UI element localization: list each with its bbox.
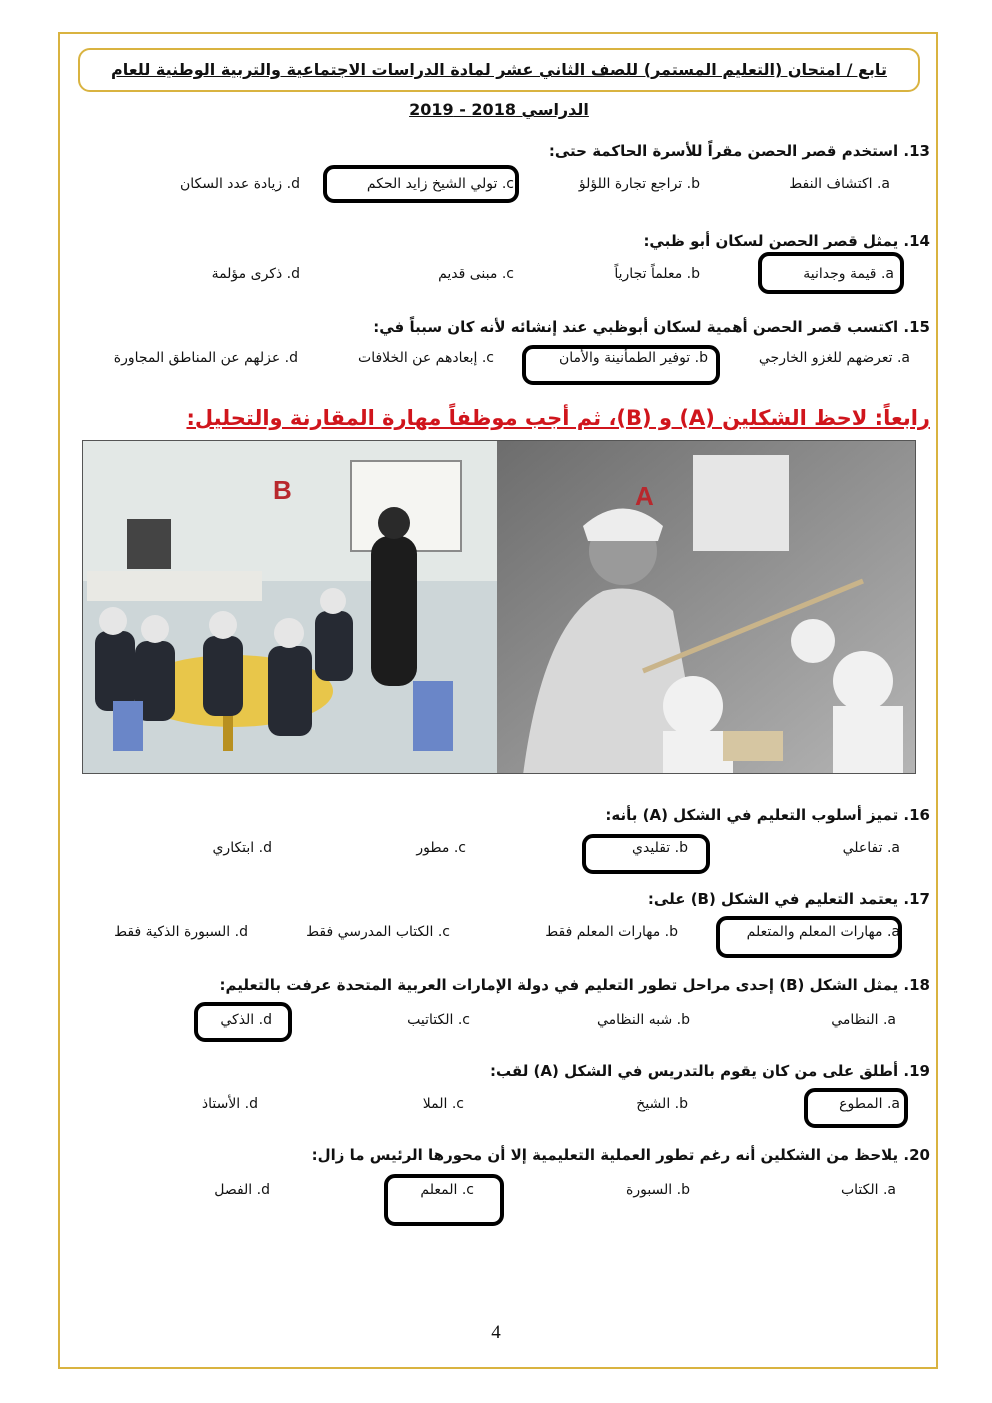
- figure-b-label: B: [273, 475, 292, 505]
- option-13c[interactable]: c. تولي الشيخ زايد الحكم: [366, 176, 514, 192]
- answer-circle-19: [804, 1088, 908, 1128]
- option-19d[interactable]: d. الأستاذ: [201, 1096, 258, 1112]
- option-20c[interactable]: c. المعلم: [420, 1182, 474, 1198]
- answer-circle-16: [582, 834, 710, 874]
- answer-circle-18: [194, 1002, 292, 1042]
- section-4-heading: رابعاً: لاحظ الشكلين (A) و (B)، ثم أجب موظفاً مهارة المقارنة والتحليل:: [186, 406, 930, 430]
- answer-circle-15: [522, 345, 720, 385]
- option-17a[interactable]: a. مهارات المعلم والمتعلم: [746, 924, 900, 940]
- question-16: 16. تميز أسلوب التعليم في الشكل (A) بأنه:: [605, 806, 930, 824]
- option-15c[interactable]: c. إبعادهم عن الخلافات: [358, 350, 494, 366]
- option-18d[interactable]: d. الذكي: [220, 1012, 272, 1028]
- question-15: 15. اكتسب قصر الحصن أهمية لسكان أبوظبي عند إنشائه لأنه كان سبباً في:: [373, 318, 930, 336]
- option-18c[interactable]: c. الكتاتيب: [407, 1012, 470, 1028]
- option-14a[interactable]: a. قيمة وجدانية: [803, 266, 894, 282]
- teacher: [371, 536, 417, 686]
- option-17b[interactable]: b. مهارات المعلم فقط: [545, 924, 678, 940]
- blank-box: [693, 455, 789, 551]
- option-17d[interactable]: d. السبورة الذكية فقط: [114, 924, 248, 940]
- option-19a[interactable]: a. المطوع: [839, 1096, 900, 1112]
- option-15d[interactable]: d. عزلهم عن المناطق المجاورة: [113, 350, 298, 366]
- option-13a[interactable]: a. اكتشاف النفط: [789, 176, 890, 192]
- option-19b[interactable]: b. الشيخ: [636, 1096, 688, 1112]
- answer-circle-14: [758, 252, 904, 294]
- option-16b[interactable]: b. تقليدي: [632, 840, 688, 856]
- figure-a-label: A: [635, 481, 654, 511]
- option-14c[interactable]: c. مبنى قديم: [438, 266, 514, 282]
- option-14b[interactable]: b. معلماً تجارياً: [614, 266, 700, 282]
- question-17: 17. يعتمد التعليم في الشكل (B) على:: [647, 890, 930, 908]
- option-20d[interactable]: d. الفصل: [214, 1182, 270, 1198]
- page-number: 4: [491, 1322, 501, 1343]
- option-16c[interactable]: c. مطور: [416, 840, 466, 856]
- option-16d[interactable]: d. ابتكاري: [212, 840, 272, 856]
- option-20a[interactable]: a. الكتاب: [840, 1182, 896, 1198]
- answer-circle-20: [384, 1174, 504, 1226]
- option-20b[interactable]: b. السبورة: [626, 1182, 690, 1198]
- classroom-photos: [83, 441, 916, 774]
- option-18b[interactable]: b. شبه النظامي: [596, 1012, 690, 1028]
- option-15b[interactable]: b. توفير الطمأنينة والأمان: [559, 350, 708, 366]
- answer-circle-17: [716, 916, 902, 958]
- question-18: 18. يمثل الشكل (B) إحدى مراحل تطور التعليم في دولة الإمارات العربية المتحدة عرفت بالتعليم:: [219, 976, 930, 994]
- question-14: 14. يمثل قصر الحصن لسكان أبو ظبي:: [643, 232, 930, 250]
- option-13b[interactable]: b. تراجع تجارة اللؤلؤ: [578, 176, 700, 192]
- option-17c[interactable]: c. الكتاب المدرسي فقط: [306, 924, 450, 940]
- option-13d[interactable]: d. زيادة عدد السكان: [179, 176, 300, 192]
- monitor: [127, 519, 171, 569]
- option-16a[interactable]: a. تفاعلي: [842, 840, 900, 856]
- exam-header: [78, 48, 920, 119]
- question-19: 19. أطلق على من كان يقوم بالتدريس في الشكل (A) لقب:: [490, 1062, 930, 1080]
- exam-title: تابع / امتحان (التعليم المستمر) للصف الثاني عشر لمادة الدراسات الاجتماعية والتربية الوطنية للعام الدراسي 2018 - 2019: [111, 60, 887, 119]
- book: [723, 731, 783, 761]
- option-14d[interactable]: d. ذكرى مؤلمة: [211, 266, 300, 282]
- answer-circle-13: [323, 165, 519, 203]
- question-20: 20. يلاحظ من الشكلين أنه رغم تطور العملية التعليمية إلا أن محورها الرئيس ما زال:: [311, 1146, 930, 1164]
- option-18a[interactable]: a. النظامي: [831, 1012, 896, 1028]
- question-13: 13. استخدم قصر الحصن مقراً للأسرة الحاكمة حتى:: [548, 142, 930, 160]
- option-15a[interactable]: a. تعرضهم للغزو الخارجي: [758, 350, 910, 366]
- option-19c[interactable]: c. الملا: [422, 1096, 464, 1112]
- comparison-figures: [82, 440, 916, 774]
